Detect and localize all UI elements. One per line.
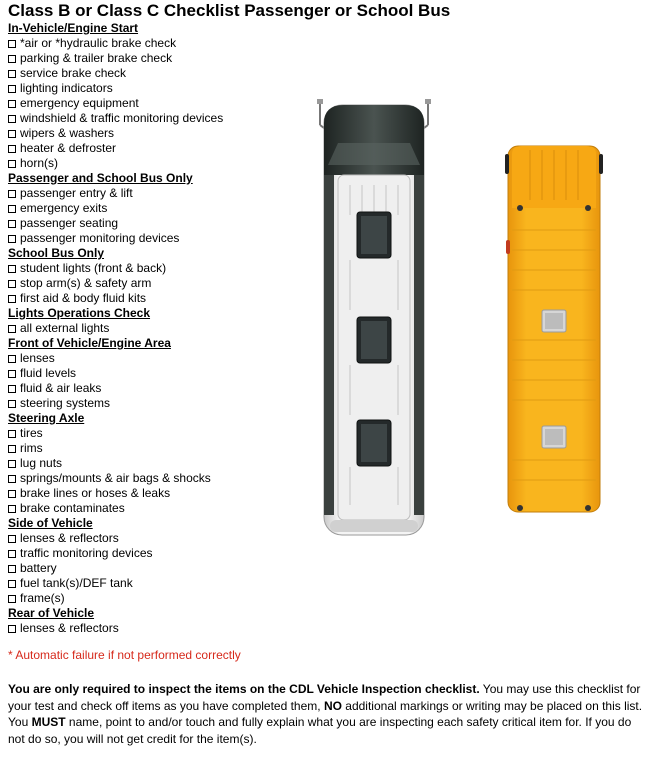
instructions-must-word: MUST (31, 715, 66, 729)
checklist-item (8, 426, 308, 441)
checklist-item-label: service brake check (20, 66, 127, 80)
checklist-item (8, 66, 308, 81)
checkbox[interactable] (8, 565, 16, 573)
checklist-item-label: emergency exits (20, 201, 108, 215)
checklist-item (8, 366, 308, 381)
checkbox[interactable] (8, 115, 16, 123)
white-bus-top-view-icon (308, 95, 440, 540)
checklist-item (8, 156, 308, 171)
checklist-item (8, 621, 308, 636)
checkbox[interactable] (8, 535, 16, 543)
checklist-item (8, 36, 308, 51)
checklist-item (8, 396, 308, 411)
checklist-item-label: passenger monitoring devices (20, 231, 180, 245)
instructions-text-3: name, point to and/or touch and fully explain what you are inspecting each safety critical item for. If you do not do so, you will not get credit for the item(s). (8, 715, 632, 746)
section-heading: School Bus Only (8, 246, 105, 260)
checklist-item (8, 441, 308, 456)
checkbox[interactable] (8, 400, 16, 408)
checkbox[interactable] (8, 460, 16, 468)
checklist-item-label: steering systems (20, 396, 111, 410)
checkbox[interactable] (8, 130, 16, 138)
checklist-item (8, 501, 308, 516)
checklist-item-label: lighting indicators (20, 81, 113, 95)
checklist-item (8, 111, 308, 126)
checklist-item (8, 456, 308, 471)
checkbox[interactable] (8, 190, 16, 198)
checkbox[interactable] (8, 265, 16, 273)
checkbox[interactable] (8, 55, 16, 63)
checklist-item-label: horn(s) (20, 156, 59, 170)
checklist-item (8, 576, 308, 591)
checklist (8, 21, 308, 636)
checklist-item-label: fluid & air leaks (20, 381, 102, 395)
checklist-item-label: brake contaminates (20, 501, 125, 515)
section-heading: In-Vehicle/Engine Start (8, 21, 139, 35)
checklist-item-label: parking & trailer brake check (20, 51, 173, 65)
checkbox[interactable] (8, 370, 16, 378)
checklist-item-label: traffic monitoring devices (20, 546, 153, 560)
checkbox[interactable] (8, 355, 16, 363)
checklist-item (8, 216, 308, 231)
instructions-text-2: additional markings or writing may be placed on this list. You (8, 698, 643, 729)
checklist-item-label: frame(s) (20, 591, 65, 605)
checkbox[interactable] (8, 40, 16, 48)
section-heading: Front of Vehicle/Engine Area (8, 336, 171, 350)
checkbox[interactable] (8, 295, 16, 303)
checklist-item (8, 546, 308, 561)
checklist-item-label: passenger seating (20, 216, 119, 230)
instructions-no-word: NO (323, 698, 342, 713)
checklist-item (8, 261, 308, 276)
checklist-item-label: lug nuts (20, 456, 63, 470)
checklist-item (8, 381, 308, 396)
checklist-item-label: lenses & reflectors (20, 531, 119, 545)
checklist-item (8, 51, 308, 66)
checkbox[interactable] (8, 235, 16, 243)
checkbox[interactable] (8, 445, 16, 453)
checklist-item (8, 531, 308, 546)
checklist-item (8, 291, 308, 306)
checklist-item-label: passenger entry & lift (20, 186, 133, 200)
checkbox[interactable] (8, 145, 16, 153)
checkbox[interactable] (8, 85, 16, 93)
checkbox[interactable] (8, 280, 16, 288)
section-heading: Lights Operations Check (8, 306, 151, 320)
checklist-item (8, 186, 308, 201)
checkbox[interactable] (8, 580, 16, 588)
checklist-item-label: emergency equipment (20, 96, 139, 110)
yellow-bus-top-view-icon (498, 140, 610, 518)
checklist-item-label: tires (20, 426, 43, 440)
checkbox[interactable] (8, 325, 16, 333)
checklist-item (8, 561, 308, 576)
checkbox[interactable] (8, 490, 16, 498)
checklist-item-label: springs/mounts & air bags & shocks (20, 471, 211, 485)
checklist-item-label: student lights (front & back) (20, 261, 167, 275)
checklist-item-label: wipers & washers (20, 126, 115, 140)
checklist-item (8, 351, 308, 366)
checkbox[interactable] (8, 595, 16, 603)
instructions-bold-lead: You are only required to inspect the items on the CDL Vehicle Inspection checklist. (8, 682, 480, 696)
checklist-item (8, 486, 308, 501)
checklist-item (8, 471, 308, 486)
instructions-text-1: You may use this checklist for your test and check off items as you have completed them, (8, 682, 641, 713)
checklist-item (8, 201, 308, 216)
checklist-item-label: stop arm(s) & safety arm (20, 276, 152, 290)
checkbox[interactable] (8, 430, 16, 438)
page-title: Class B or Class C Checklist Passenger or School Bus (8, 1, 451, 20)
checklist-item-label: fluid levels (20, 366, 77, 380)
checkbox[interactable] (8, 475, 16, 483)
checklist-item-label: all external lights (20, 321, 110, 335)
checklist-item-label: lenses (20, 351, 55, 365)
section-heading: Side of Vehicle (8, 516, 93, 530)
checklist-item-label: first aid & body fluid kits (20, 291, 147, 305)
checklist-item-label: lenses & reflectors (20, 621, 119, 635)
checklist-item (8, 276, 308, 291)
checkbox[interactable] (8, 70, 16, 78)
checklist-item (8, 81, 308, 96)
checklist-item-label: *air or *hydraulic brake check (20, 36, 177, 50)
checklist-item-label: windshield & traffic monitoring devices (20, 111, 224, 125)
checklist-item (8, 591, 308, 606)
section-heading: Passenger and School Bus Only (8, 171, 193, 185)
instructions-paragraph (8, 681, 647, 747)
checkbox[interactable] (8, 205, 16, 213)
checkbox[interactable] (8, 100, 16, 108)
checklist-item-label: brake lines or hoses & leaks (20, 486, 171, 500)
checklist-item (8, 126, 308, 141)
checklist-item (8, 321, 308, 336)
section-heading: Steering Axle (8, 411, 85, 425)
checklist-item-label: battery (20, 561, 57, 575)
automatic-failure-note: * Automatic failure if not performed correctly (8, 648, 241, 662)
checklist-item (8, 231, 308, 246)
checkbox[interactable] (8, 550, 16, 558)
checklist-item-label: heater & defroster (20, 141, 117, 155)
checklist-item (8, 141, 308, 156)
checklist-item (8, 96, 308, 111)
checkbox[interactable] (8, 505, 16, 513)
checkbox[interactable] (8, 625, 16, 633)
checklist-item-label: fuel tank(s)/DEF tank (20, 576, 133, 590)
checkbox[interactable] (8, 385, 16, 393)
checklist-item-label: rims (20, 441, 43, 455)
section-heading: Rear of Vehicle (8, 606, 95, 620)
checkbox[interactable] (8, 160, 16, 168)
checkbox[interactable] (8, 220, 16, 228)
